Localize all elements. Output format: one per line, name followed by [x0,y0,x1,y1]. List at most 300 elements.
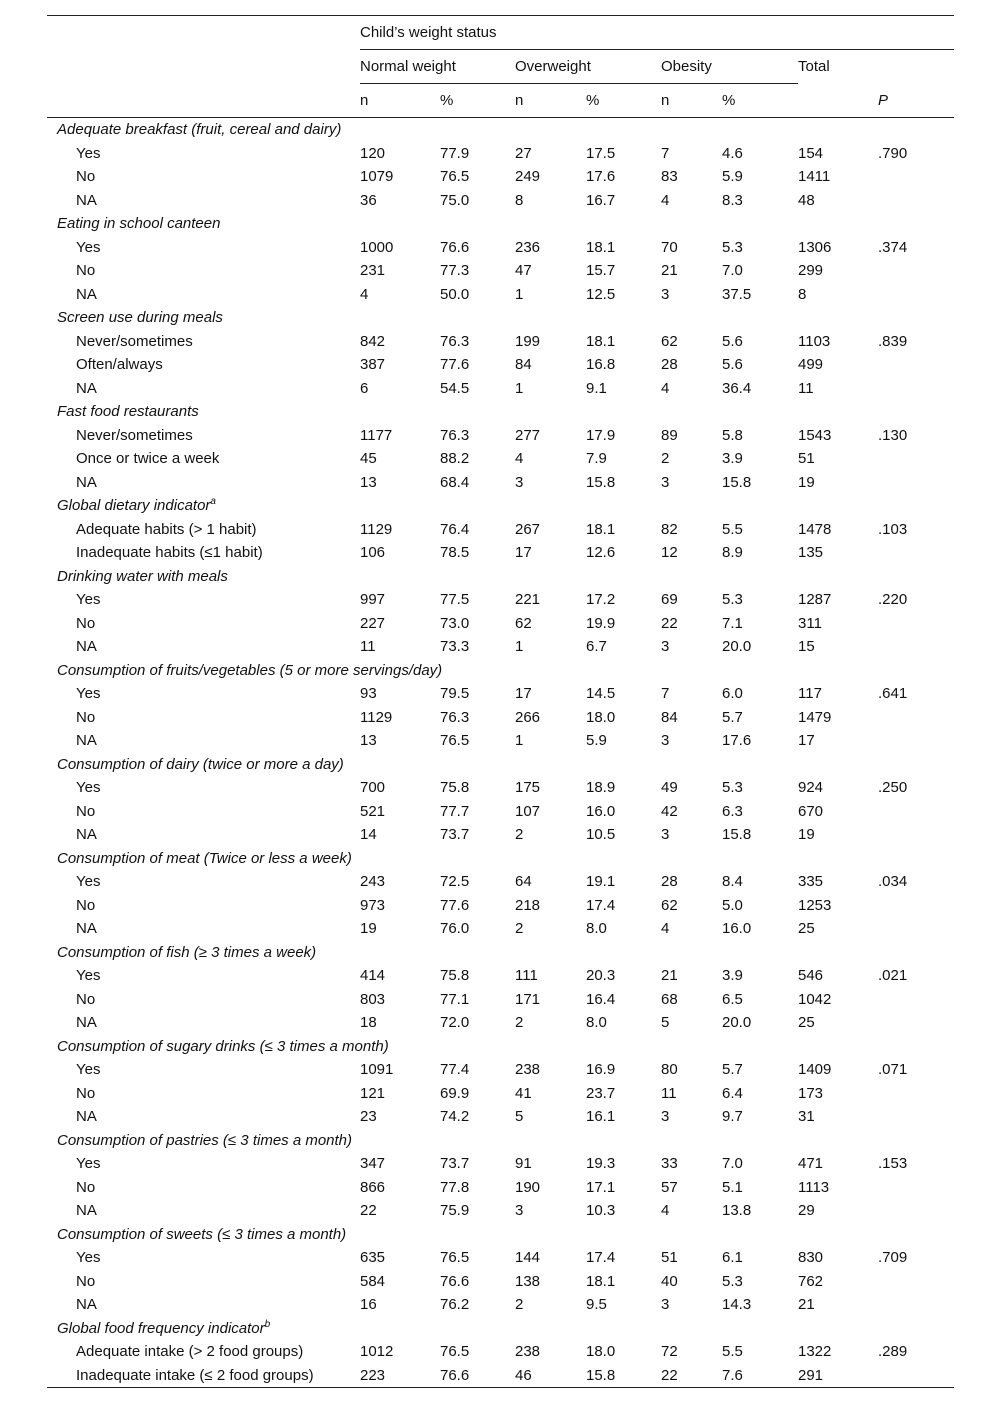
normal-pct: 69.9 [440,1084,470,1102]
obesity-n: 11 [661,1084,677,1102]
total-n: 154 [798,144,824,162]
normal-pct: 77.3 [440,262,470,279]
p-value [878,706,954,730]
normal-n: 93 [360,685,377,702]
total-n: 8 [798,285,807,303]
total-n: 924 [798,779,824,796]
table-body [47,118,954,1388]
normal-pct: 75.0 [440,191,470,209]
normal-n: 36 [360,191,377,209]
obesity-n: 72 [661,1343,678,1360]
total-n: 25 [798,920,815,937]
total-n: 21 [798,1296,815,1313]
section-title [47,212,954,236]
normal-n: 22 [360,1202,377,1219]
table-row [47,588,954,612]
obesity-n: 12 [661,544,678,561]
p-value: .641 [878,685,908,702]
p-value [878,1270,954,1294]
overweight-n: 236 [515,238,541,256]
normal-n: 19 [360,920,377,937]
obesity-pct: 8.4 [722,873,743,890]
normal-n: 4 [360,285,369,303]
table-row [47,1199,954,1223]
obesity-n: 69 [661,591,678,608]
normal-n: 700 [360,779,386,796]
table-row [47,471,954,495]
overweight-n: 238 [515,1061,541,1078]
row-label: NA [76,826,97,843]
obesity-pct: 20.0 [722,1014,752,1031]
obesity-n: 62 [661,896,678,914]
overweight-pct: 17.4 [586,1249,616,1266]
overweight-pct: 18.0 [586,1343,616,1360]
obesity-n: 83 [661,168,678,185]
total-n: 11 [798,379,814,397]
row-label: Never/sometimes [76,332,193,350]
obesity-pct: 5.5 [722,1343,743,1360]
p-value: .034 [878,873,908,890]
obesity-pct: 5.3 [722,238,743,256]
p-value [878,541,954,565]
p-value [878,377,954,401]
section-title-text: Global dietary indicator [57,497,211,514]
section-header-row [47,494,954,518]
total-n: 299 [798,262,824,279]
overweight-pct: 16.8 [586,356,616,373]
overweight-pct: 17.4 [586,896,616,914]
overweight-pct: 15.8 [586,473,616,491]
header-row-sub [47,84,954,118]
overweight-n: 41 [515,1084,532,1102]
obesity-pct: 8.3 [722,191,743,209]
col-normal-weight: Normal weight [360,50,515,84]
overweight-n: 2 [515,1014,524,1031]
normal-n: 6 [360,379,369,397]
overweight-n: 5 [515,1108,524,1125]
total-n: 1253 [798,896,832,914]
obesity-n: 33 [661,1155,678,1172]
normal-pct: 77.7 [440,802,470,820]
overweight-n: 64 [515,873,532,890]
overweight-pct: 15.8 [586,1366,616,1384]
normal-pct: 73.3 [440,638,470,655]
row-label: No [76,896,96,914]
col-obesity: Obesity [661,50,798,84]
row-label: NA [76,732,97,749]
normal-n: 23 [360,1108,377,1125]
total-n: 291 [798,1366,824,1384]
normal-pct: 73.7 [440,826,470,843]
obesity-pct: 14.3 [722,1296,752,1313]
normal-pct: 76.5 [440,1249,470,1266]
obesity-pct: 3.9 [722,450,743,467]
total-n: 1103 [798,332,831,350]
row-label: NA [76,1014,97,1031]
table-row [47,1058,954,1082]
overweight-n: 277 [515,426,541,444]
overweight-pct: 19.1 [586,873,616,890]
section-title [47,847,954,871]
overweight-n: 266 [515,708,541,726]
total-n: 1479 [798,708,832,726]
obesity-n: 7 [661,144,670,162]
p-value: .153 [878,1155,908,1172]
obesity-n: 28 [661,873,678,890]
normal-n: 227 [360,614,386,632]
overweight-pct: 18.0 [586,708,616,726]
group-title: Child’s weight status [360,16,954,50]
section-title [47,1223,954,1247]
overweight-n: 221 [515,591,541,608]
table-row [47,894,954,918]
obesity-n: 4 [661,379,670,397]
row-label: No [76,1084,96,1102]
normal-pct: 78.5 [440,544,470,561]
normal-pct: 73.0 [440,614,470,632]
table-row [47,635,954,659]
section-header-row [47,753,954,777]
overweight-pct: 23.7 [586,1084,616,1102]
normal-n: 521 [360,802,386,820]
obesity-pct: 5.6 [722,356,743,373]
table-row [47,165,954,189]
overweight-n: 199 [515,332,541,350]
normal-n: 121 [360,1084,386,1102]
total-n: 51 [798,450,815,467]
p-value [878,917,954,941]
row-label: Yes [76,967,101,984]
footnote-marker: a [210,496,216,507]
table-row [47,1105,954,1129]
row-label: Yes [76,1155,101,1172]
table-row [47,800,954,824]
normal-n: 584 [360,1272,386,1290]
section-title-text: Global food frequency indicator [57,1319,265,1337]
obesity-n: 80 [661,1061,678,1078]
obesity-pct: 5.5 [722,520,743,538]
normal-pct: 76.6 [440,1272,470,1290]
overweight-pct: 17.6 [586,168,616,185]
overweight-pct: 16.7 [586,191,616,209]
overweight-n: 111 [515,967,538,984]
row-label: NA [76,1296,97,1313]
table-row [47,612,954,636]
normal-n: 635 [360,1249,386,1266]
obesity-n: 57 [661,1178,678,1196]
normal-pct: 76.0 [440,920,470,937]
section-title [47,753,954,777]
table-row [47,259,954,283]
overweight-pct: 12.5 [586,285,616,303]
obesity-n: 42 [661,802,678,820]
section-header-row [47,941,954,965]
normal-pct: 75.8 [440,779,470,796]
obesity-n: 3 [661,826,670,843]
table-row [47,330,954,354]
normal-n: 13 [360,732,377,749]
normal-pct: 54.5 [440,379,470,397]
row-label: NA [76,1202,97,1219]
p-value [878,283,954,307]
overweight-pct: 18.1 [586,1272,616,1290]
obesity-pct: 6.1 [722,1249,743,1266]
row-label: No [76,802,96,820]
obesity-n: 2 [661,450,670,467]
obesity-pct: 6.4 [722,1084,743,1102]
obesity-n: 49 [661,779,678,796]
sub-n: n [661,92,670,109]
overweight-n: 3 [515,1202,524,1219]
row-label: Adequate habits (> 1 habit) [76,520,257,538]
normal-pct: 76.5 [440,168,470,185]
overweight-n: 46 [515,1366,532,1384]
total-n: 1042 [798,990,832,1008]
normal-pct: 68.4 [440,473,470,491]
p-value [878,1011,954,1035]
sub-pct: % [440,92,454,109]
row-label: Yes [76,591,101,608]
section-header-row [47,1129,954,1153]
overweight-pct: 18.1 [586,520,616,538]
total-n: 25 [798,1014,815,1031]
normal-pct: 76.3 [440,332,470,350]
total-n: 19 [798,473,815,491]
overweight-n: 1 [515,285,524,303]
p-value [878,894,954,918]
overweight-pct: 17.9 [586,426,616,444]
table-row [47,870,954,894]
normal-n: 13 [360,473,377,491]
normal-n: 1012 [360,1343,394,1360]
overweight-n: 3 [515,473,524,491]
table-row [47,1246,954,1270]
row-label: No [76,708,96,726]
row-label: No [76,262,96,279]
obesity-n: 3 [661,473,670,491]
normal-pct: 77.9 [440,144,470,162]
overweight-n: 138 [515,1272,541,1290]
obesity-pct: 5.9 [722,168,743,185]
total-n: 335 [798,873,824,890]
obesity-pct: 5.8 [722,426,743,444]
obesity-n: 4 [661,920,670,937]
row-label: NA [76,638,97,655]
normal-pct: 77.1 [440,990,470,1008]
row-label: Yes [76,1061,101,1078]
p-value [878,259,954,283]
overweight-n: 17 [515,685,532,702]
total-n: 670 [798,802,824,820]
row-label: Never/sometimes [76,426,193,444]
section-title [47,1129,954,1153]
overweight-pct: 10.5 [586,826,616,843]
obesity-pct: 5.7 [722,708,743,726]
normal-pct: 75.8 [440,967,470,984]
table-row [47,1364,954,1388]
obesity-pct: 6.5 [722,990,743,1008]
obesity-pct: 5.3 [722,591,743,608]
obesity-pct: 7.6 [722,1366,743,1384]
total-n: 499 [798,356,824,373]
obesity-n: 68 [661,990,678,1008]
obesity-pct: 36.4 [722,379,752,397]
p-value [878,729,954,753]
normal-pct: 73.7 [440,1155,470,1172]
table-row [47,377,954,401]
section-header-row [47,306,954,330]
normal-n: 973 [360,896,386,914]
overweight-pct: 7.9 [586,450,607,467]
normal-n: 842 [360,332,386,350]
total-n: 1478 [798,520,832,538]
total-n: 19 [798,826,815,843]
row-label: Inadequate intake (≤ 2 food groups) [76,1366,314,1384]
overweight-pct: 18.1 [586,238,616,256]
normal-n: 1079 [360,168,394,185]
normal-n: 106 [360,544,386,561]
section-title [47,659,954,683]
normal-n: 1129 [360,708,393,726]
obesity-pct: 20.0 [722,638,752,655]
total-n: 117 [798,685,822,702]
section-title [47,494,954,518]
p-value [878,800,954,824]
overweight-pct: 17.1 [586,1178,616,1196]
normal-pct: 88.2 [440,450,470,467]
p-value: .071 [878,1061,908,1078]
normal-n: 347 [360,1155,386,1172]
p-value [878,823,954,847]
table-row [47,189,954,213]
p-value: .103 [878,520,908,538]
overweight-n: 218 [515,896,541,914]
obesity-pct: 5.0 [722,896,743,914]
sub-pct: % [722,92,736,109]
section-title-text: Consumption of sugary drinks (≤ 3 times a month) [57,1037,389,1055]
overweight-pct: 9.1 [586,379,607,397]
col-total: Total [798,58,830,76]
obesity-pct: 16.0 [722,920,752,937]
normal-pct: 77.4 [440,1061,470,1078]
normal-pct: 72.5 [440,873,470,890]
total-n: 1543 [798,426,832,444]
overweight-n: 1 [515,732,524,749]
results-table-container [47,15,954,1388]
row-label: No [76,1272,96,1290]
table-row [47,988,954,1012]
row-label: Yes [76,1249,101,1266]
p-value: .021 [878,967,908,984]
normal-n: 14 [360,826,377,843]
obesity-n: 22 [661,614,678,632]
obesity-pct: 7.1 [722,614,743,632]
row-label: Once or twice a week [76,450,220,467]
overweight-n: 47 [515,262,532,279]
table-row [47,706,954,730]
header-row-group [47,16,954,50]
overweight-n: 2 [515,826,524,843]
normal-pct: 76.3 [440,708,470,726]
normal-n: 16 [360,1296,377,1313]
normal-n: 387 [360,356,386,373]
overweight-n: 144 [515,1249,541,1266]
total-n: 830 [798,1249,824,1266]
obesity-pct: 5.3 [722,1272,743,1290]
overweight-n: 84 [515,356,532,373]
total-n: 15 [798,638,815,655]
total-n: 762 [798,1272,824,1290]
obesity-pct: 6.0 [722,685,743,702]
total-n: 1287 [798,591,832,608]
table-row [47,142,954,166]
row-label: Yes [76,779,101,796]
obesity-pct: 7.0 [722,262,743,279]
overweight-pct: 18.1 [586,332,616,350]
obesity-n: 89 [661,426,678,444]
table-row [47,917,954,941]
table-row [47,353,954,377]
section-title [47,306,954,330]
normal-pct: 77.5 [440,591,470,608]
overweight-pct: 6.7 [586,638,607,655]
overweight-n: 249 [515,168,541,185]
sub-n: n [515,92,524,109]
table-row [47,541,954,565]
table-row [47,1152,954,1176]
p-value [878,189,954,213]
footnote-marker: b [264,1318,271,1330]
p-value [878,1199,954,1223]
table-row [47,1082,954,1106]
p-value [878,471,954,495]
p-value [878,635,954,659]
obesity-n: 7 [661,685,670,702]
obesity-pct: 4.6 [722,144,743,162]
obesity-n: 40 [661,1272,678,1290]
section-header-row [47,659,954,683]
p-value-header: P [878,91,889,109]
section-title-text: Screen use during meals [57,309,223,326]
overweight-n: 8 [515,191,524,209]
obesity-n: 82 [661,520,678,538]
normal-pct: 76.4 [440,520,470,538]
obesity-pct: 3.9 [722,967,743,984]
table-row [47,236,954,260]
p-value [878,447,954,471]
row-label: NA [76,191,97,209]
obesity-n: 4 [661,191,670,209]
overweight-pct: 15.7 [586,262,616,279]
p-value [878,1364,954,1388]
overweight-pct: 9.5 [586,1296,607,1313]
obesity-n: 3 [661,285,670,303]
p-value: .839 [878,332,908,350]
normal-n: 11 [360,638,376,655]
obesity-n: 22 [661,1366,678,1384]
obesity-pct: 9.7 [722,1108,743,1125]
overweight-n: 175 [515,779,541,796]
section-title-text: Consumption of pastries (≤ 3 times a month) [57,1131,353,1149]
p-value [878,1082,954,1106]
table-row [47,729,954,753]
total-n: 1306 [798,238,832,256]
overweight-pct: 17.5 [586,144,616,162]
table-row [47,964,954,988]
obesity-pct: 5.6 [722,332,743,350]
table-row [47,518,954,542]
overweight-pct: 16.1 [586,1108,616,1125]
